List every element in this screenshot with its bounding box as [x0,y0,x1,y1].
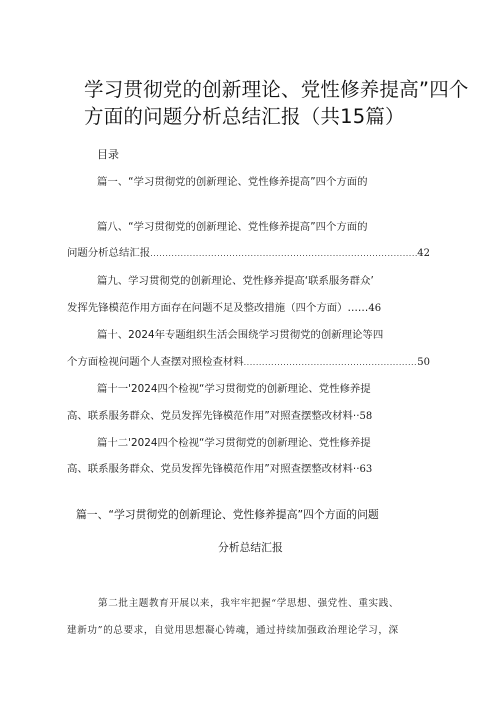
toc-entry-1[interactable]: 篇一、“学习贯彻党的创新理论、党性修养提高”四个方面的 [97,176,368,188]
toc-page-number: 58 [359,411,373,422]
toc-page-number: 63 [359,464,373,475]
section-heading: 篇一、“学习贯彻党的创新理论、党性修养提高”四个方面的问题 [76,508,379,521]
body-paragraph-line-1: 第二批主题教育开展以来，我牢牢把握“学思想、强党性、重实践、 [98,598,400,609]
toc-heading: 目录 [97,148,119,161]
document-title [84,76,469,130]
toc-entry-2-line1[interactable]: 篇八、“学习贯彻党的创新理论、党性修养提高”四个方面的 [97,221,368,233]
toc-entry-4-line1[interactable]: 篇十、2024年专题组织生活会围绕学习贯彻党的创新理论等四 [97,329,384,341]
toc-entry-3-line1[interactable]: 篇九、学习贯彻党的创新理论、党性修养提高‘联系服务群众’ [97,275,374,287]
toc-entry-5-line1[interactable]: 篇十一'2024四个检视“学习贯彻党的创新理论、党性修养提 [97,383,371,395]
toc-page-number: 42 [417,248,430,259]
toc-entry-2-line2[interactable] [67,246,430,261]
toc-leader-dots [244,356,418,370]
toc-entry-text: 高、联系服务群众、党员发挥先锋模范作用”对照查摆整改材料·· [67,463,360,475]
toc-entry-5-line2[interactable] [67,409,430,424]
section-subheading: 分析总结汇报 [218,541,283,554]
toc-leader-dots [150,247,417,261]
toc-entry-6-line2[interactable] [67,462,430,477]
toc-entry-text: 高、联系服务群众、党员发挥先锋模范作用”对照查摆整改材料·· [67,410,360,422]
toc-page-number: 50 [417,357,430,368]
toc-entry-4-line2[interactable] [67,355,430,370]
title-line-1: 学习贯彻党的创新理论、党性修养提高”四个 [84,78,469,101]
toc-entry-text: 发挥先锋模范作用方面存在问题不足及整改措施（四个方面）…… [67,302,369,314]
title-line-2: 方面的问题分析总结汇报（共15篇） [84,105,405,128]
body-paragraph-line-2: 建新功”的总要求，自觉用思想凝心铸魂，通过持续加强政治理论学习，深 [67,625,399,636]
toc-page-number: 46 [368,303,382,314]
toc-entry-text: 个方面检视问题个人查摆对照检查材料 [67,356,244,368]
toc-entry-3-line2[interactable] [67,301,430,316]
toc-entry-text: 问题分析总结汇报 [67,247,151,259]
toc-entry-6-line1[interactable]: 篇十二'2024四个检视“学习贯彻党的创新理论、党性修养提 [97,437,371,449]
